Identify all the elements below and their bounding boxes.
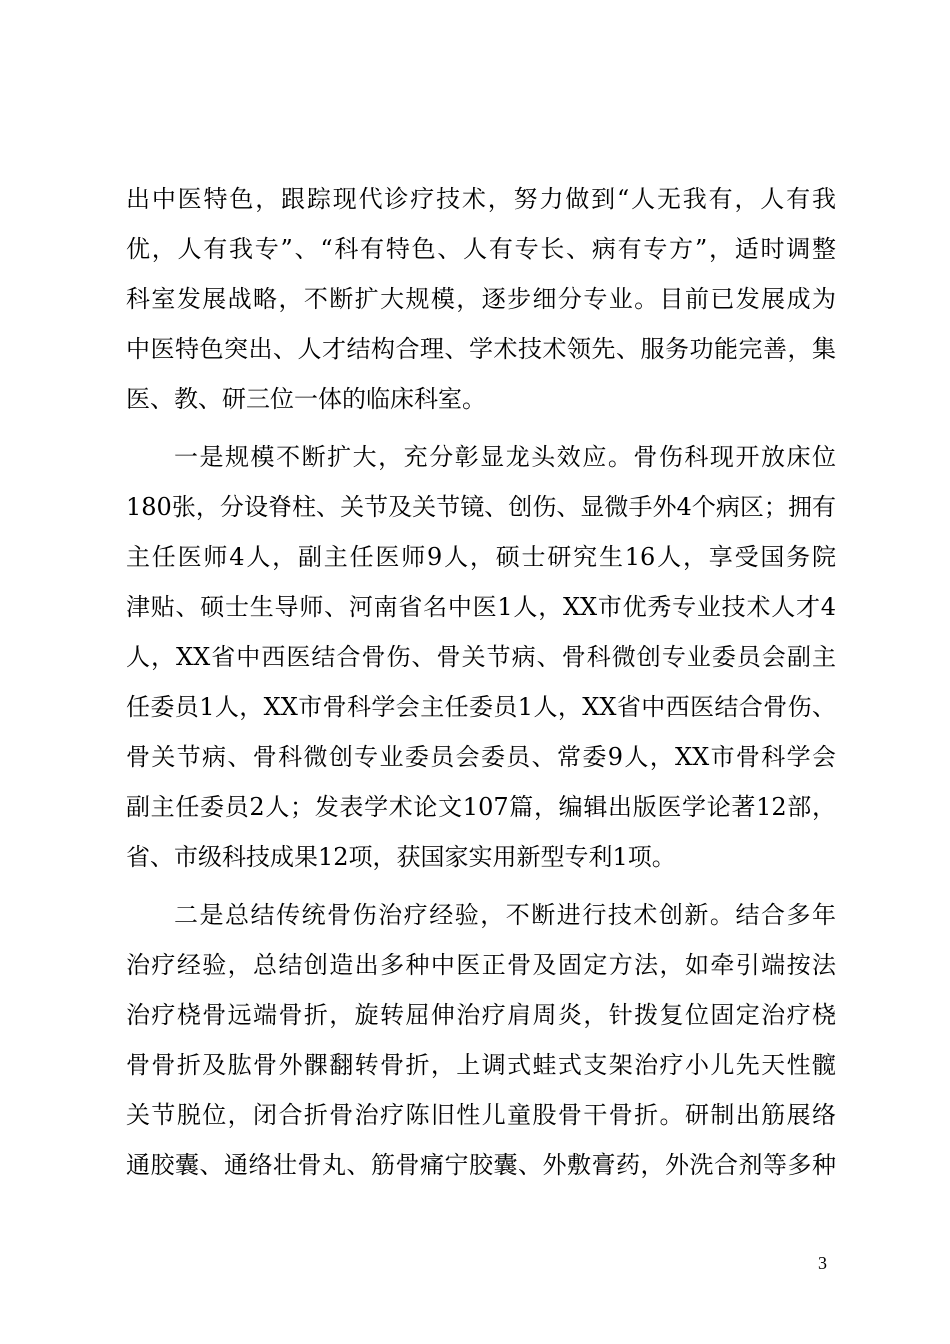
paragraph-line: 副主任委员2人；发表学术论文107篇，编辑出版医学论著12部，	[126, 793, 836, 821]
paragraph-line: 优，人有我专”、“科有特色、人有专长、病有专方”，适时调整	[126, 235, 836, 263]
paragraph-line: 人，XX省中西医结合骨伤、骨关节病、骨科微创专业委员会副主	[126, 643, 836, 671]
paragraph-line: 治疗桡骨远端骨折，旋转屈伸治疗肩周炎，针拨复位固定治疗桡	[126, 1001, 836, 1029]
paragraph-2	[126, 432, 836, 882]
paragraph-line: 医、教、研三位一体的临床科室。	[126, 385, 486, 413]
paragraph-line: 二是总结传统骨伤治疗经验，不断进行技术创新。结合多年	[174, 901, 836, 929]
paragraph-line: 出中医特色，跟踪现代诊疗技术，努力做到“人无我有，人有我	[126, 185, 836, 213]
paragraph-line: 中医特色突出、人才结构合理、学术技术领先、服务功能完善，集	[126, 335, 836, 363]
paragraph-line: 通胶囊、通络壮骨丸、筋骨痛宁胶囊、外敷膏药，外洗合剂等多种	[126, 1151, 836, 1179]
paragraph-line: 一是规模不断扩大，充分彰显龙头效应。骨伤科现开放床位	[174, 443, 836, 471]
page-number: 3	[818, 1253, 827, 1273]
paragraph-line: 任委员1人，XX市骨科学会主任委员1人，XX省中西医结合骨伤、	[126, 693, 836, 721]
paragraph-line: 治疗经验，总结创造出多种中医正骨及固定方法，如牵引端按法	[126, 951, 836, 979]
paragraph-line: 科室发展战略，不断扩大规模，逐步细分专业。目前已发展成为	[126, 285, 836, 313]
paragraph-gap	[126, 882, 836, 890]
paragraph-line: 省、市级科技成果12项，获国家实用新型专利1项。	[126, 843, 676, 871]
paragraph-line: 津贴、硕士生导师、河南省名中医1人，XX市优秀专业技术人才4	[126, 593, 836, 621]
paragraph-line: 关节脱位，闭合折骨治疗陈旧性儿童股骨干骨折。研制出筋展络	[126, 1101, 836, 1129]
paragraph-line: 骨关节病、骨科微创专业委员会委员、常委9人，XX市骨科学会	[126, 743, 836, 771]
paragraph-3	[126, 890, 836, 1190]
paragraph-gap	[126, 424, 836, 432]
paragraph-1	[126, 174, 836, 424]
body-text	[126, 174, 836, 1190]
paragraph-line: 180张，分设脊柱、关节及关节镜、创伤、显微手外4个病区；拥有	[126, 493, 836, 521]
paragraph-line: 骨骨折及肱骨外髁翻转骨折，上调式蛙式支架治疗小儿先天性髋	[126, 1051, 836, 1079]
paragraph-line: 主任医师4人，副主任医师9人，硕士研究生16人，享受国务院	[126, 543, 836, 571]
